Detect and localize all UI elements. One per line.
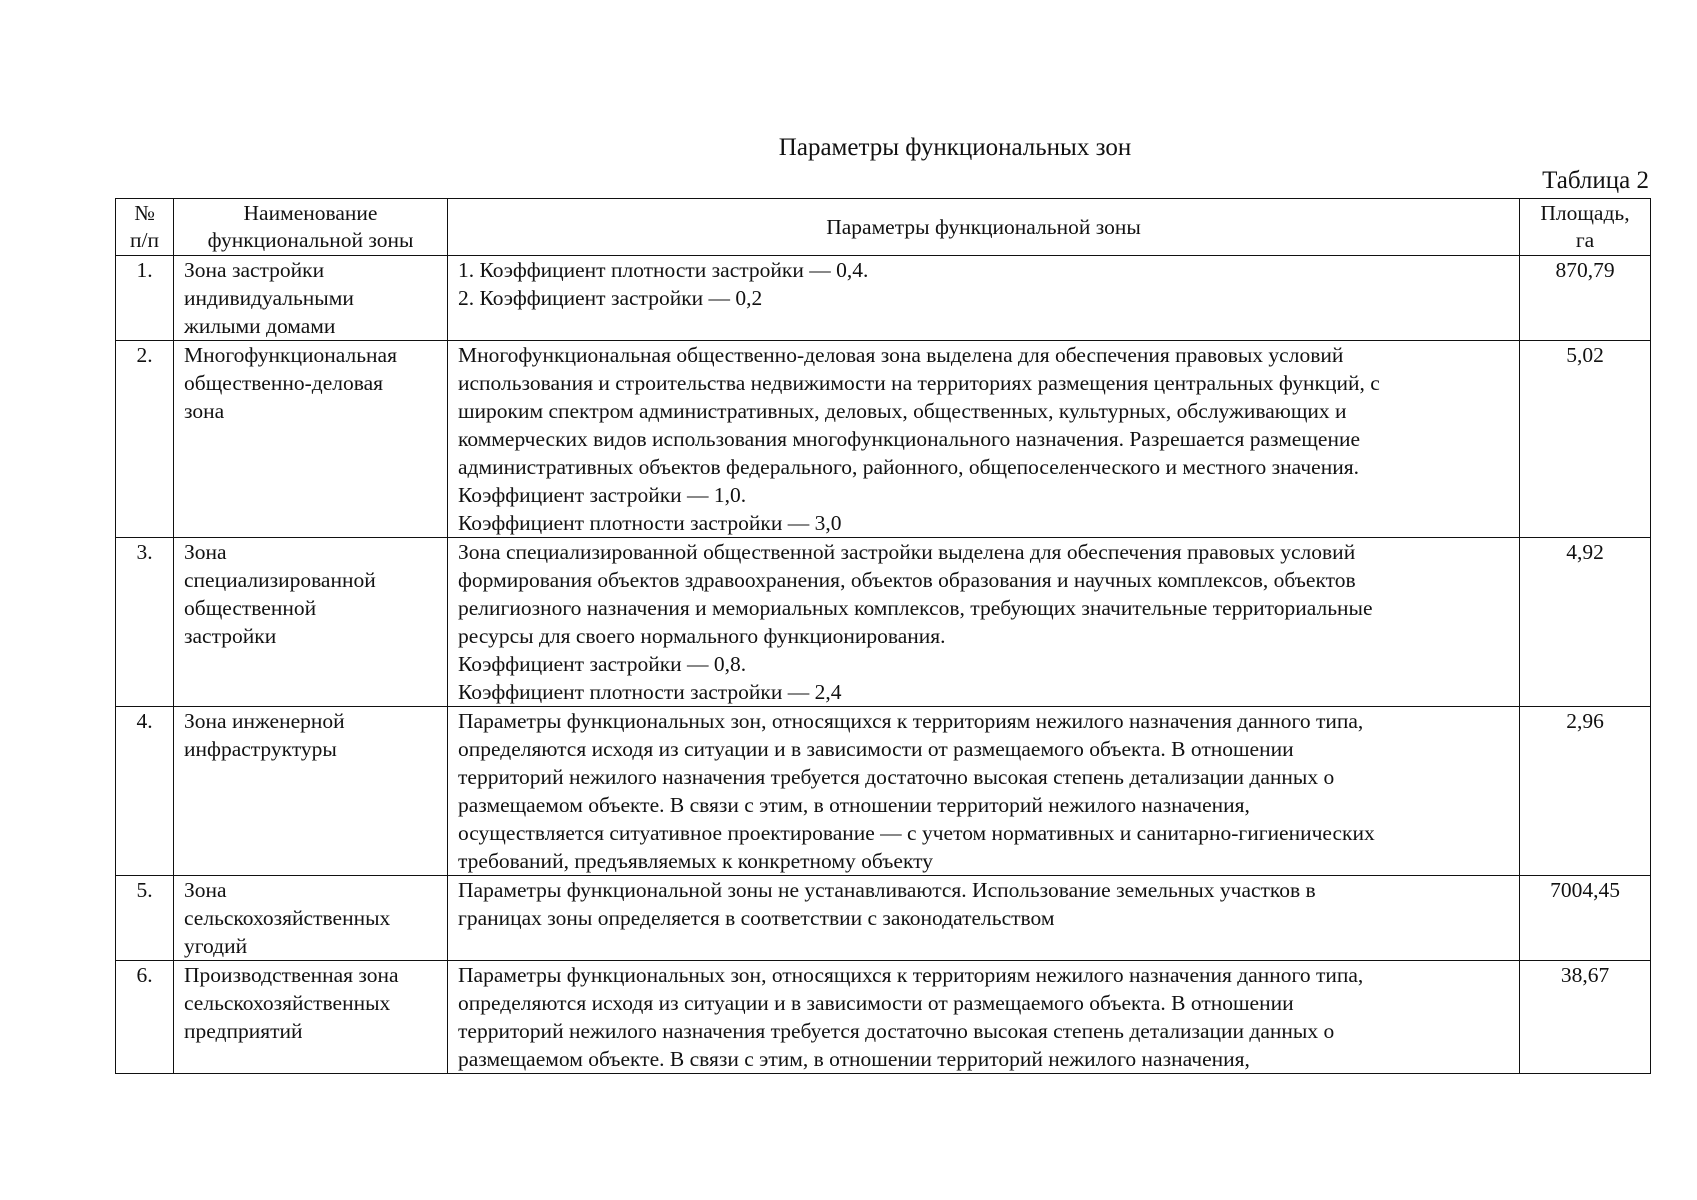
zone-params <box>448 707 1520 876</box>
table-row <box>116 707 1651 876</box>
zone-params <box>448 256 1520 341</box>
zone-name-line: инфраструктуры <box>184 737 337 761</box>
zone-name <box>174 961 448 1074</box>
zone-name <box>174 876 448 961</box>
zone-area: 38,67 <box>1520 961 1651 1074</box>
zone-name-line: предприятий <box>184 1019 303 1043</box>
header-params-text: Параметры функциональной зоны <box>826 214 1141 239</box>
zone-name-line: Производственная зона <box>184 963 399 987</box>
header-params <box>448 199 1520 256</box>
zone-area: 2,96 <box>1520 707 1651 876</box>
row-num: 2. <box>116 341 174 538</box>
zone-name-line: специализированной <box>184 568 376 592</box>
param-line: Коэффициент застройки — 1,0. <box>458 483 747 507</box>
row-num: 4. <box>116 707 174 876</box>
header-name-line1: Наименование <box>243 201 378 225</box>
document-title: Параметры функциональных зон <box>778 134 1132 161</box>
param-line: Коэффициент плотности застройки — 2,4 <box>458 680 842 704</box>
param-line: территорий нежилого назначения требуется достаточно высокая степень детализации данных о <box>458 1019 1335 1043</box>
zone-name <box>174 538 448 707</box>
zone-params-clip <box>458 961 1509 1073</box>
param-line: размещаемом объекте. В связи с этим, в отношении территорий нежилого назначения, <box>458 1047 1250 1071</box>
param-line: использования и строительства недвижимости на территориях размещения центральных функций, с <box>458 371 1380 395</box>
zone-name <box>174 707 448 876</box>
table-header-row <box>116 199 1651 256</box>
zone-name-line: Зона застройки <box>184 258 325 282</box>
table-row <box>116 961 1651 1074</box>
param-line: формирования объектов здравоохранения, объектов образования и научных комплексов, объектов <box>458 568 1356 592</box>
param-line: 2. Коэффициент застройки — 0,2 <box>458 286 763 310</box>
row-num: 6. <box>116 961 174 1074</box>
zone-area: 870,79 <box>1520 256 1651 341</box>
param-line: определяются исходя из ситуации и в зависимости от размещаемого объекта. В отношении <box>458 737 1294 761</box>
zone-name-line: сельскохозяйственных <box>184 906 391 930</box>
header-num-line2: п/п <box>130 228 159 252</box>
table-row <box>116 538 1651 707</box>
param-line: Коэффициент плотности застройки — 3,0 <box>458 511 842 535</box>
zone-name-line: Многофункциональная <box>184 343 397 367</box>
param-line: широким спектром административных, деловых, общественных, культурных, обслуживающих и <box>458 399 1347 423</box>
zone-params <box>448 341 1520 538</box>
param-line: коммерческих видов использования многофункционального назначения. Разрешается размещение <box>458 427 1361 451</box>
header-num <box>116 199 174 256</box>
param-line: территорий нежилого назначения требуется достаточно высокая степень детализации данных о <box>458 765 1335 789</box>
param-line: размещаемом объекте. В связи с этим, в отношении территорий нежилого назначения, <box>458 793 1250 817</box>
zone-name-line: Зона <box>184 878 227 902</box>
table-row <box>116 876 1651 961</box>
header-num-line1: № <box>134 201 155 225</box>
param-line: границах зоны определяется в соответствии с законодательством <box>458 906 1055 930</box>
zone-name <box>174 341 448 538</box>
zone-name-line: общественно-деловая <box>184 371 384 395</box>
param-line: административных объектов федерального, районного, общепоселенческого и местного значения. <box>458 455 1359 479</box>
header-area-line2: га <box>1575 228 1595 252</box>
zone-area: 5,02 <box>1520 341 1651 538</box>
zone-area: 4,92 <box>1520 538 1651 707</box>
param-line: 1. Коэффициент плотности застройки — 0,4. <box>458 258 869 282</box>
param-line: Параметры функциональных зон, относящихся к территориям нежилого назначения данного типа, <box>458 963 1364 987</box>
zones-table <box>115 198 1651 1074</box>
zone-name-line: зона <box>184 399 225 423</box>
zone-params <box>448 538 1520 707</box>
row-num: 1. <box>116 256 174 341</box>
param-line: Многофункциональная общественно-деловая зона выделена для обеспечения правовых условий <box>458 343 1344 367</box>
zone-name-line: сельскохозяйственных <box>184 991 391 1015</box>
row-num: 3. <box>116 538 174 707</box>
zone-params <box>448 876 1520 961</box>
zone-area: 7004,45 <box>1520 876 1651 961</box>
param-line: Коэффициент застройки — 0,8. <box>458 652 747 676</box>
zone-name-line: Зона <box>184 540 227 564</box>
zone-params <box>448 961 1520 1074</box>
param-line: Параметры функциональных зон, относящихся к территориям нежилого назначения данного типа, <box>458 709 1364 733</box>
param-line: религиозного назначения и мемориальных комплексов, требующих значительные территориальные <box>458 596 1373 620</box>
param-line: осуществляется ситуативное проектирование — с учетом нормативных и санитарно-гигиенических <box>458 821 1375 845</box>
header-area-line1: Площадь, <box>1540 201 1630 225</box>
row-num: 5. <box>116 876 174 961</box>
zone-name <box>174 256 448 341</box>
zone-name-line: индивидуальными <box>184 286 354 310</box>
param-line: ресурсы для своего нормального функционирования. <box>458 624 946 648</box>
zone-name-line: застройки <box>184 624 277 648</box>
param-line: Зона специализированной общественной застройки выделена для обеспечения правовых условий <box>458 540 1356 564</box>
zone-name-line: Зона инженерной <box>184 709 345 733</box>
header-name-line2: функциональной зоны <box>207 228 414 252</box>
param-line: определяются исходя из ситуации и в зависимости от размещаемого объекта. В отношении <box>458 991 1294 1015</box>
zone-name-line: общественной <box>184 596 317 620</box>
table-label: Таблица 2 <box>1542 167 1649 194</box>
header-area <box>1520 199 1651 256</box>
zone-name-line: жилыми домами <box>184 314 336 338</box>
table-row <box>116 341 1651 538</box>
zone-name-line: угодий <box>184 934 248 958</box>
header-name <box>174 199 448 256</box>
table-row <box>116 256 1651 341</box>
param-line: Параметры функциональной зоны не устанавливаются. Использование земельных участков в <box>458 878 1316 902</box>
param-line: требований, предъявляемых к конкретному объекту <box>458 849 933 873</box>
